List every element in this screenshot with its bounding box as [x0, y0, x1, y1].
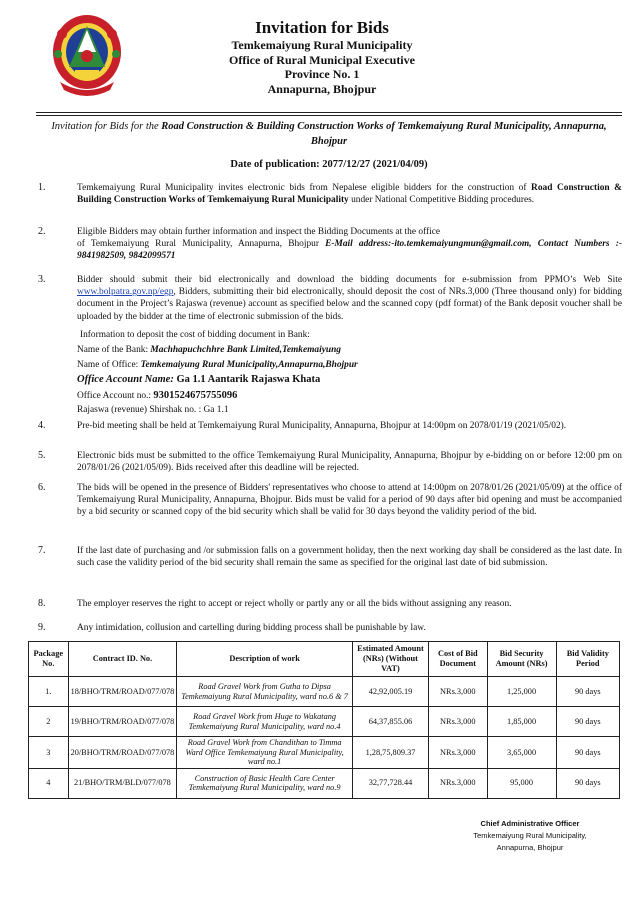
- bid-validity: 90 days: [556, 737, 619, 769]
- item-4-text: Pre-bid meeting shall be held at Temkemaiyung Rural Municipality, Annapurna, Bhojpur at 14:00pm on 2078/01/19 (2021/05/02).: [77, 421, 567, 431]
- bid-security-amount: 95,000: [487, 768, 556, 798]
- item-number: 3.: [38, 274, 46, 285]
- bid-document-cost: NRs.3,000: [429, 677, 488, 707]
- item-number: 7.: [38, 545, 46, 556]
- column-header: Description of work: [177, 642, 353, 677]
- bid-security-amount: 1,85,000: [487, 707, 556, 737]
- bid-validity: 90 days: [556, 677, 619, 707]
- item-8-text: The employer reserves the right to accept or reject wholly or partly any or all the bids without assigning any reason.: [77, 599, 512, 609]
- document-title: Invitation for Bids: [255, 18, 389, 37]
- item-number: 6.: [38, 482, 46, 493]
- office-name-label: Name of Office:: [77, 360, 141, 370]
- document-header: [150, 18, 494, 96]
- header-line-office: Office of Rural Municipal Executive: [229, 52, 415, 67]
- bid-document-cost: NRs.3,000: [429, 768, 488, 798]
- bank-info-heading: Information to deposit the cost of bidding document in Bank:: [80, 330, 310, 340]
- account-name-value: Ga 1.1 Aantarik Rajaswa Khata: [176, 374, 321, 385]
- item-9-text: Any intimidation, collusion and cartelling during bidding process shall be punishable by law.: [77, 623, 426, 633]
- intro-text: [36, 119, 622, 149]
- estimated-amount: 64,37,855.06: [352, 707, 428, 737]
- item-7-text: If the last date of purchasing and /or submission falls on a government holiday, then the next working day shall be considered as the last date. In such case the validity period of the bid security shall remain the same as specified for the original last date of bid submission.: [77, 546, 622, 569]
- intro-prefix: Invitation for Bids for the: [51, 121, 162, 132]
- work-description: Construction of Basic Health Care Center Temkemaiyung Rural Municipality, ward no.9: [177, 768, 353, 798]
- account-name-line: [77, 374, 320, 385]
- table-row: [29, 677, 620, 707]
- signatory-place: Annapurna, Bhojpur: [496, 843, 564, 852]
- item-3-part-a: Bidder should submit their bid electronically and download the bidding documents for e-submission from PPMO’s Web Site: [77, 275, 622, 285]
- item-number: 9.: [38, 622, 46, 633]
- column-header: Bid Security Amount (NRs): [487, 642, 556, 677]
- office-name-line: [77, 360, 358, 370]
- table-header-row: [29, 642, 620, 677]
- column-header: Estimated Amount (NRs) (Without VAT): [352, 642, 428, 677]
- item-1-part-a: Temkemaiyung Rural Municipality invites electronic bids from Nepalese eligible bidders for the construction of: [77, 183, 532, 193]
- header-line-province: Province No. 1: [284, 67, 360, 81]
- work-description: Road Gravel Work from Gutha to Dipsa Temkemaiyung Rural Municipality, ward no.6 & 7: [177, 677, 353, 707]
- account-number-value: 9301524675755096: [153, 390, 238, 401]
- bid-document-cost: NRs.3,000: [429, 707, 488, 737]
- intro-subject: Road Construction & Building Construction Works of Temkemaiyung Rural Municipality, Annapurna, Bhojpur: [161, 121, 607, 147]
- item-number: 2.: [38, 226, 46, 237]
- bank-name-line: [77, 345, 341, 355]
- item-3-part-b: , Bidders, submitting their bid electronically, should deposit the cost of NRs.3,000 (Three thousand only) for bidding document in the Project’s Rajaswa (revenue) account as specified below and the scanned copy (pdf format) of the Bank deposit voucher shall be uploaded by the bidder at the time of electronic submission of the bids.: [77, 287, 622, 322]
- item-1-text: [77, 182, 622, 206]
- signature-block: [460, 818, 600, 854]
- item-3-text: [77, 274, 622, 323]
- contract-id: 20/BHO/TRM/ROAD/077/078: [68, 737, 177, 769]
- signatory-org: Temkemaiyung Rural Municipality,: [473, 831, 587, 840]
- bid-security-amount: 3,65,000: [487, 737, 556, 769]
- item-1-part-b: Road Construction & Building Construction Works of Temkemaiyung Rural Municipality: [77, 183, 622, 206]
- table-row: [29, 737, 620, 769]
- item-2-text: [77, 226, 622, 263]
- header-divider-thin: [36, 115, 622, 116]
- item-5-text: Electronic bids must be submitted to the office Temkemaiyung Rural Municipality, Annapurna, Bhojpur by e-bidding on or before 12:00 pm on 2078/01/26 (2021/05/09). Bids received after this deadline will be rejected.: [77, 451, 622, 474]
- work-description: Road Gravel Work from Huge to Wakatang Temkemaiyung Rural Municipality, ward no.4: [177, 707, 353, 737]
- bid-packages-table: [28, 641, 620, 799]
- column-header: Cost of Bid Document: [429, 642, 488, 677]
- table-row: [29, 768, 620, 798]
- package-no: 2: [29, 707, 69, 737]
- column-header: Package No.: [29, 642, 69, 677]
- work-description: Road Gravel Work from Chandithan to Timma Ward Office Temkemaiyung Rural Municipality, ward no.1: [177, 737, 353, 769]
- bid-validity: 90 days: [556, 768, 619, 798]
- item-6-text: The bids will be opened in the presence of Bidders' representatives who choose to attend at 14:00pm on 2078/01/26 (2021/05/09) at the office of Temkemaiyung Rural Municipality, Annapurna, Bhojpur. Bids must be valid for a period of 90 days after bid opening and must be accompanied by a bid security or scanned copy of the bid security which shall be valid for 30 days beyond the validity period of the bid.: [77, 483, 622, 518]
- item-2-part-a: Eligible Bidders may obtain further information and inspect the Bidding Documents at the office: [77, 227, 441, 237]
- account-number-line: [77, 390, 237, 401]
- contract-id: 19/BHO/TRM/ROAD/077/078: [68, 707, 177, 737]
- bid-security-amount: 1,25,000: [487, 677, 556, 707]
- bank-name-label: Name of the Bank:: [77, 345, 151, 355]
- signatory-title: Chief Administrative Officer: [480, 819, 580, 828]
- item-1-part-c: under National Competitive Bidding procedures.: [348, 195, 535, 206]
- column-header: Bid Validity Period: [556, 642, 619, 677]
- revenue-shirshak: Rajaswa (revenue) Shirshak no. : Ga 1.1: [77, 405, 229, 415]
- package-no: 4: [29, 768, 69, 798]
- publication-date: Date of publication: 2077/12/27 (2021/04/09): [230, 159, 428, 170]
- bolpatra-link[interactable]: www.bolpatra.gov.np/egp: [77, 287, 174, 298]
- header-line-municipality: Temkemaiyung Rural Municipality: [231, 38, 413, 52]
- bid-validity: 90 days: [556, 707, 619, 737]
- header-line-address: Annapurna, Bhojpur: [267, 81, 377, 96]
- account-name-label: Office Account Name:: [77, 374, 177, 385]
- bid-document-cost: NRs.3,000: [429, 737, 488, 769]
- estimated-amount: 42,92,005.19: [352, 677, 428, 707]
- account-number-label: Office Account no.:: [77, 391, 154, 401]
- column-header: Contract ID. No.: [68, 642, 177, 677]
- package-no: 1.: [29, 677, 69, 707]
- contract-id: 21/BHO/TRM/BLD/077/078: [68, 768, 177, 798]
- item-number: 1.: [38, 182, 46, 193]
- package-no: 3: [29, 737, 69, 769]
- contact-info: E-Mail address:-ito.temkemaiyungmun@gmail.com, Contact Numbers :- 9841982509, 9842099571: [77, 239, 622, 262]
- item-2-part-b: of Temkemaiyung Rural Municipality, Annapurna, Bhojpur: [77, 239, 326, 250]
- contract-id: 18/BHO/TRM/ROAD/077/078: [68, 677, 177, 707]
- estimated-amount: 1,28,75,809.37: [352, 737, 428, 769]
- item-number: 8.: [38, 598, 46, 609]
- header-divider: [36, 112, 622, 113]
- item-number: 5.: [38, 450, 46, 461]
- estimated-amount: 32,77,728.44: [352, 768, 428, 798]
- office-name-value: Temkemaiyung Rural Municipality,Annapurna,Bhojpur: [140, 360, 358, 370]
- municipality-emblem: [50, 12, 124, 98]
- bank-name-value: Machhapuchchhre Bank Limited,Temkemaiyung: [150, 345, 341, 355]
- item-number: 4.: [38, 420, 46, 431]
- table-row: [29, 707, 620, 737]
